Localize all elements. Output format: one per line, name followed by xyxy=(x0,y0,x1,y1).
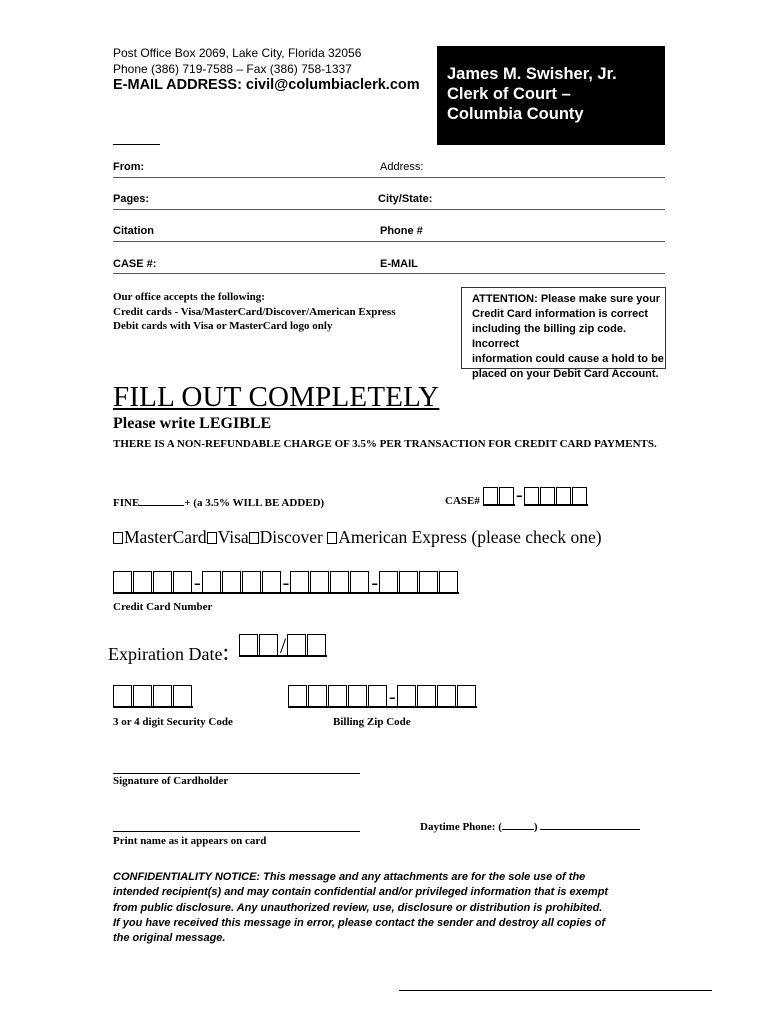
digit-box[interactable] xyxy=(540,487,555,505)
accepts-line: Debit cards with Visa or MasterCard logo only xyxy=(113,320,333,332)
case-number-row xyxy=(445,495,480,507)
notice-line: the original message. xyxy=(113,932,226,945)
phone-label: Phone # xyxy=(380,225,423,237)
digit-box[interactable] xyxy=(483,487,498,505)
signature-label: Signature of Cardholder xyxy=(113,775,229,787)
security-code-boxes[interactable] xyxy=(113,685,193,707)
po-box-address: Post Office Box 2069, Lake City, Florida 32056 xyxy=(113,46,362,60)
expiration-boxes[interactable] xyxy=(239,634,327,656)
amex-label: American Express (please check one) xyxy=(338,527,602,547)
dash: - xyxy=(389,686,396,708)
month-digit-box[interactable] xyxy=(259,634,278,656)
divider xyxy=(113,144,160,145)
print-name-label: Print name as it appears on card xyxy=(113,835,267,847)
case-number-label: CASE# xyxy=(445,495,480,507)
signature-line[interactable] xyxy=(113,773,360,774)
case-email-line[interactable] xyxy=(113,273,665,274)
digit-box[interactable] xyxy=(417,685,436,707)
notice-line: If you have received this message in error, please contact the sender and destroy all copies of xyxy=(113,916,606,929)
amex-checkbox[interactable] xyxy=(327,532,337,544)
digit-box[interactable] xyxy=(350,571,369,593)
month-digit-box[interactable] xyxy=(239,634,258,656)
accepts-line: Our office accepts the following: xyxy=(113,291,265,303)
email-address: E-MAIL ADDRESS: civil@columbiaclerk.com xyxy=(113,77,420,93)
discover-label: Discover xyxy=(259,527,323,547)
dash: - xyxy=(516,484,523,506)
county-name: Columbia County xyxy=(447,105,584,123)
year-digit-box[interactable] xyxy=(307,634,326,656)
mastercard-checkbox[interactable] xyxy=(113,532,123,544)
digit-box[interactable] xyxy=(368,685,387,707)
accepts-line: Credit cards - Visa/MasterCard/Discover/American Express xyxy=(113,305,396,318)
attention-line: information could cause a hold to be xyxy=(472,353,664,365)
digit-box[interactable] xyxy=(133,685,152,707)
digit-box[interactable] xyxy=(572,487,587,505)
digit-box[interactable] xyxy=(113,685,132,707)
from-address-line[interactable] xyxy=(113,177,665,178)
email-label: E-MAIL xyxy=(380,258,418,270)
case-number-boxes[interactable] xyxy=(483,485,588,505)
expiration-row xyxy=(108,640,229,667)
exp-box-group xyxy=(239,633,327,658)
digit-box[interactable] xyxy=(379,571,398,593)
charge-notice: THERE IS A NON-REFUNDABLE CHARGE OF 3.5% PER TRANSACTION FOR CREDIT CARD PAYMENTS. xyxy=(113,438,657,450)
security-code-label: 3 or 4 digit Security Code xyxy=(113,716,233,728)
case-box-group xyxy=(524,486,588,506)
bottom-line xyxy=(399,990,712,991)
pages-label: Pages: xyxy=(113,193,150,205)
daytime-phone-row xyxy=(420,819,640,833)
fine-amount-field[interactable] xyxy=(139,495,184,506)
digit-box[interactable] xyxy=(308,685,327,707)
notice-line: intended recipient(s) and may contain confidential and/or privileged information that is exempt xyxy=(113,886,609,899)
zip-group xyxy=(288,688,477,708)
dash: - xyxy=(194,572,201,594)
digit-box[interactable] xyxy=(499,487,514,505)
fine-label: FINE xyxy=(113,497,140,509)
card-type-options xyxy=(113,527,602,548)
digit-box[interactable] xyxy=(437,685,456,707)
fine-row xyxy=(113,495,324,509)
digit-box[interactable] xyxy=(173,571,192,593)
digit-box[interactable] xyxy=(330,571,349,593)
accepted-payments xyxy=(113,290,396,334)
digit-box[interactable] xyxy=(419,571,438,593)
legible-note: Please write LEGIBLE xyxy=(113,415,272,432)
case-box-group xyxy=(483,486,515,506)
attention-box xyxy=(461,287,666,380)
visa-checkbox[interactable] xyxy=(207,532,217,544)
card-number-label: Credit Card Number xyxy=(113,601,213,613)
digit-box[interactable] xyxy=(153,571,172,593)
phone-number-field[interactable] xyxy=(540,819,640,830)
card-number-group xyxy=(113,574,459,594)
clerk-name: James M. Swisher, Jr. xyxy=(447,65,617,83)
pages-city-line[interactable] xyxy=(113,209,665,210)
expiration-label: Expiration Date xyxy=(108,644,223,664)
paren-close: ) xyxy=(533,821,538,833)
attention-line: Credit Card information is correct xyxy=(472,308,649,320)
daytime-phone-label: Daytime Phone: ( xyxy=(420,821,502,833)
clerk-title: Clerk of Court – xyxy=(447,85,571,103)
digit-box[interactable] xyxy=(113,571,132,593)
digit-box[interactable] xyxy=(439,571,458,593)
area-code-field[interactable] xyxy=(502,819,534,830)
cvv-group xyxy=(113,688,193,708)
digit-box[interactable] xyxy=(397,685,416,707)
discover-checkbox[interactable] xyxy=(249,532,259,544)
slash: / xyxy=(280,633,287,658)
digit-box[interactable] xyxy=(348,685,367,707)
digit-box[interactable] xyxy=(222,571,241,593)
phone-fax: Phone (386) 719-7588 – Fax (386) 758-1337 xyxy=(113,62,352,76)
clerk-banner xyxy=(437,46,665,145)
fine-suffix: + (a 3.5% WILL BE ADDED) xyxy=(184,497,325,509)
dash: - xyxy=(371,572,379,594)
address-label: Address: xyxy=(380,161,424,173)
citation-phone-line[interactable] xyxy=(113,241,665,242)
digit-box[interactable] xyxy=(288,685,307,707)
digit-box[interactable] xyxy=(133,571,152,593)
fill-out-title: FILL OUT COMPLETELY xyxy=(113,381,440,413)
mastercard-label: MasterCard xyxy=(124,527,207,547)
notice-line: CONFIDENTIALITY NOTICE: This message and any attachments are for the sole use of the xyxy=(113,871,586,883)
case-label: CASE #: xyxy=(113,258,157,270)
digit-box[interactable] xyxy=(524,487,539,505)
card-number-boxes[interactable] xyxy=(113,571,459,593)
attention-line: placed on your Debit Card Account. xyxy=(472,368,659,380)
attention-line: including the billing zip code. Incorrect xyxy=(472,323,626,350)
city-state-label: City/State: xyxy=(378,193,433,205)
digit-box[interactable] xyxy=(328,685,347,707)
billing-zip-label: Billing Zip Code xyxy=(333,716,411,728)
digit-box[interactable] xyxy=(290,571,309,593)
notice-line: from public disclosure. Any unauthorized review, use, disclosure or distribution is prohibited. xyxy=(113,901,603,914)
dash: - xyxy=(282,572,290,594)
digit-box[interactable] xyxy=(202,571,221,593)
digit-box[interactable] xyxy=(556,487,571,505)
confidentiality-notice xyxy=(113,870,673,946)
attention-line: ATTENTION: Please make sure your xyxy=(472,293,661,305)
from-label: From: xyxy=(113,161,145,173)
digit-box[interactable] xyxy=(457,685,476,707)
visa-label: Visa xyxy=(217,527,249,547)
billing-zip-boxes[interactable] xyxy=(288,685,477,707)
year-digit-box[interactable] xyxy=(287,634,306,656)
citation-label: Citation xyxy=(113,225,154,237)
digit-box[interactable] xyxy=(399,571,418,593)
digit-box[interactable] xyxy=(310,571,329,593)
digit-box[interactable] xyxy=(262,571,281,593)
print-name-line[interactable] xyxy=(113,831,360,832)
digit-box[interactable] xyxy=(242,571,261,593)
digit-box[interactable] xyxy=(153,685,172,707)
digit-box[interactable] xyxy=(173,685,192,707)
colon: : xyxy=(222,640,230,666)
